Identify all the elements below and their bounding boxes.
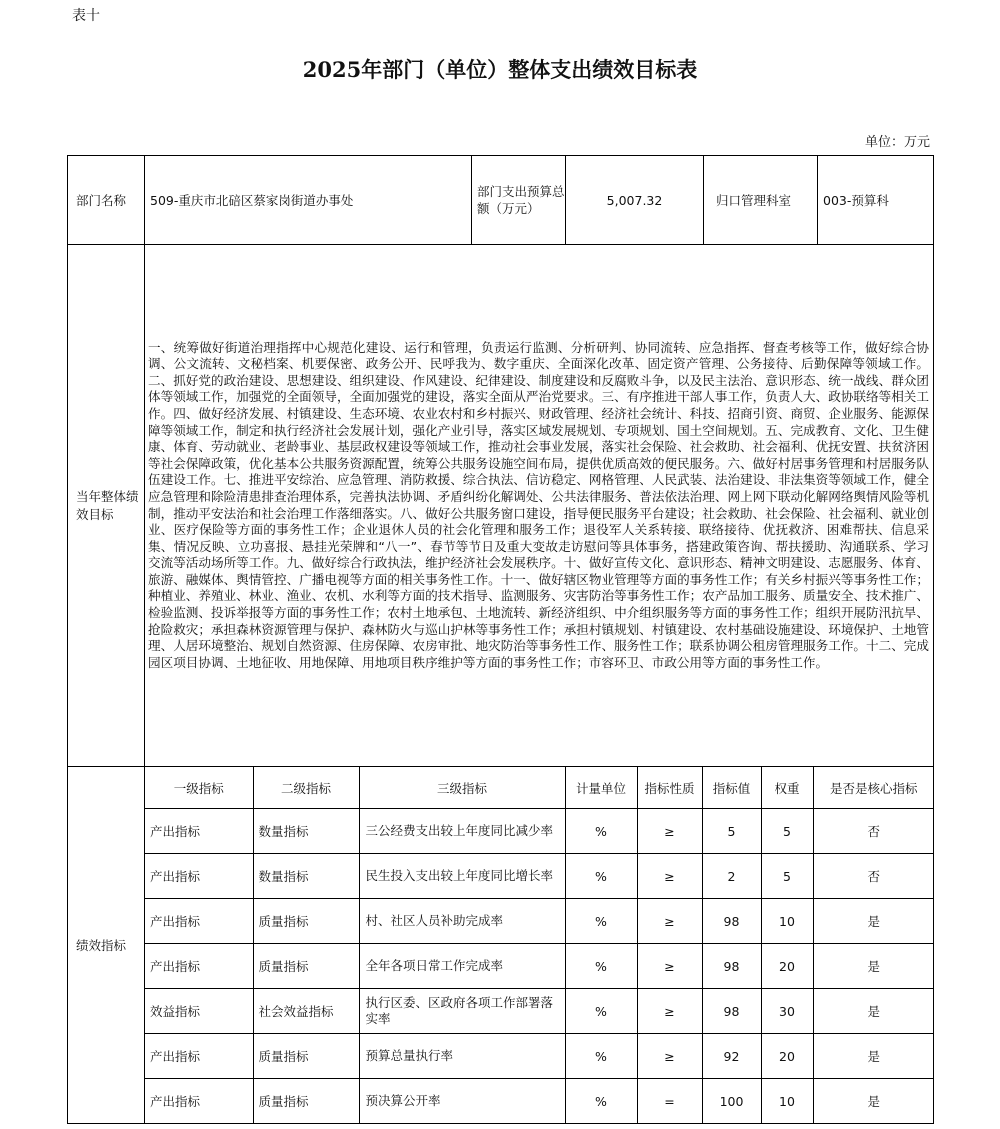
is-core-indicator: 是 [813, 989, 934, 1034]
indicator-nature: ≥ [637, 809, 702, 854]
header-row [68, 156, 934, 245]
kpi-header-cell: 指标值 [702, 767, 761, 809]
indicator-weight: 30 [761, 989, 813, 1034]
indicator-weight: 20 [761, 1034, 813, 1079]
dept-name-value: 509-重庆市北碚区蔡家岗街道办事处 [145, 156, 472, 245]
level3-indicator: 三公经费支出较上年度同比减少率 [359, 809, 565, 854]
performance-table [67, 155, 934, 1124]
kpi-header-cell: 三级指标 [359, 767, 565, 809]
indicator-nature: ≥ [637, 854, 702, 899]
indicator-value: 98 [702, 944, 761, 989]
is-core-indicator: 是 [813, 1079, 934, 1124]
level1-indicator: 产出指标 [145, 1079, 253, 1124]
kpi-wrap [145, 767, 934, 1124]
is-core-indicator: 是 [813, 899, 934, 944]
level2-indicator: 质量指标 [253, 944, 359, 989]
level3-indicator: 预决算公开率 [359, 1079, 565, 1124]
goal-row [68, 245, 934, 767]
indicator-nature: ≥ [637, 1034, 702, 1079]
indicator-nature: ≥ [637, 989, 702, 1034]
kpi-row [145, 989, 934, 1034]
indicator-value: 98 [702, 899, 761, 944]
level2-indicator: 质量指标 [253, 1034, 359, 1079]
level3-indicator: 全年各项日常工作完成率 [359, 944, 565, 989]
indicator-nature: ≥ [637, 944, 702, 989]
kpi-header-cell: 权重 [761, 767, 813, 809]
kpi-row [145, 1079, 934, 1124]
kpi-header-cell: 指标性质 [637, 767, 702, 809]
kpi-header-cell: 二级指标 [253, 767, 359, 809]
mgmt-value: 003-预算科 [818, 156, 934, 245]
indicator-value: 100 [702, 1079, 761, 1124]
indicator-weight: 10 [761, 1079, 813, 1124]
kpi-row [145, 1034, 934, 1079]
level3-indicator: 预算总量执行率 [359, 1034, 565, 1079]
goal-text: 一、统筹做好街道治理指挥中心规范化建设、运行和管理，负责运行监测、分析研判、协同流转、应急指挥、督查考核等工作，做好综合协调、公文流转、文秘档案、机要保密、政务公开、民呼我为、数字重庆、全面深化改革、固定资产管理、公务接待、后勤保障等领域工作。二、抓好党的政治建设、思想建设、组织建设、作风建设、纪律建设、制度建设和反腐败斗争，以及民主法治、意识形态、统一战线、群众团体等领域工作，加强党的全面领导，全面加强党的建设，落实全面从严治党要求。三、有序推进干部人事工作，负责人大、政协联络等相关工作。四、做好经济发展、村镇建设、生态环境、农业农村和乡村振兴、财政管理、经济社会统计、科技、招商引资、商贸、企业服务、能源保障等领域工作，制定和执行经济社会发展计划，强化产业引导，落实区域发展规划、专项规划、国土空间规划。五、完成教育、文化、卫生健康、体育、劳动就业、老龄事业、基层政权建设等领域工作，推动社会事业发展，落实社会保险、社会救助、社会福利、优抚安置、扶贫济困等社会保障政策，优化基本公共服务资源配置，统筹公共服务设施空间布局，提供优质高效的便民服务。六、做好村居事务管理和村居服务队伍建设工作。七、推进平安综治、应急管理、消防救援、综合执法、信访稳定、网格管理、人民武装、法治建设、非法集资等领域工作，健全应急管理和除险清患排查治理体系，完善执法协调、矛盾纠纷化解调处、公共法律服务、普法依法治理、网上网下联动化解网络舆情风险等机制，推动平安法治和社会治理工作落细落实。八、做好公共服务窗口建设，指导便民服务平台建设；社会救助、社会保险、社会福利、就业创业、医疗保险等方面的事务性工作；企业退休人员的社会化管理和服务工作；退役军人关系转接、联络接待、优抚救济、困难帮扶、信息采集、情况反映、立功喜报、悬挂光荣牌和“八一”、春节等节日及重大变故走访慰问等具体事务，搭建政策咨询、帮扶援助、沟通联系、学习交流等活动场所等工作。九、做好综合行政执法，维护经济社会发展秩序。十、做好宣传文化、意识形态、精神文明建设、志愿服务、体育、旅游、融媒体、舆情管控、广播电视等方面的相关事务性工作。十一、做好辖区物业管理等方面的事务性工作；有关乡村振兴等事务性工作；种植业、养殖业、林业、渔业、农机、水利等方面的技术指导、监测服务、灾害防治等事务性工作；农产品加工服务、质量安全、技术推广、检验监测、投诉举报等方面的事务性工作；农村土地承包、土地流转、新经济组织、中介组织服务等方面的事务性工作；组织开展防汛抗旱、抢险救灾；承担森林资源管理与保护、森林防火与巡山护林等事务性工作；承担村镇规划、村镇建设、农村基础设施建设、环境保护、土地管理、人居环境整治、规划自然资源、住房保障、农房审批、地灾防治等事务性工作、服务性工作；联系协调公租房管理服务工作。十二、完成园区项目协调、土地征收、用地保障、用地项目秩序维护等方面的事务性工作；市容环卫、市政公用等方面的事务性工作。 [148, 339, 929, 670]
kpi-row [145, 944, 934, 989]
kpi-table [145, 767, 934, 1123]
level1-indicator: 效益指标 [145, 989, 253, 1034]
kpi-label: 绩效指标 [68, 767, 145, 1124]
kpi-section [68, 767, 934, 1124]
budget-value: 5,007.32 [566, 156, 704, 245]
level3-indicator: 执行区委、区政府各项工作部署落实率 [359, 989, 565, 1034]
measure-unit: % [565, 989, 637, 1034]
indicator-value: 92 [702, 1034, 761, 1079]
measure-unit: % [565, 1079, 637, 1124]
measure-unit: % [565, 944, 637, 989]
table-number: 表十 [72, 8, 100, 24]
level3-indicator: 村、社区人员补助完成率 [359, 899, 565, 944]
mgmt-label: 归口管理科室 [704, 156, 818, 245]
level2-indicator: 社会效益指标 [253, 989, 359, 1034]
level2-indicator: 数量指标 [253, 809, 359, 854]
is-core-indicator: 否 [813, 854, 934, 899]
kpi-row [145, 809, 934, 854]
indicator-weight: 20 [761, 944, 813, 989]
level2-indicator: 质量指标 [253, 899, 359, 944]
level3-indicator: 民生投入支出较上年度同比增长率 [359, 854, 565, 899]
kpi-header-cell: 是否是核心指标 [813, 767, 934, 809]
indicator-weight: 10 [761, 899, 813, 944]
is-core-indicator: 是 [813, 944, 934, 989]
level1-indicator: 产出指标 [145, 854, 253, 899]
level1-indicator: 产出指标 [145, 1034, 253, 1079]
measure-unit: % [565, 854, 637, 899]
unit-label: 单位：万元 [864, 135, 930, 150]
dept-name-label: 部门名称 [68, 156, 145, 245]
indicator-value: 98 [702, 989, 761, 1034]
level2-indicator: 质量指标 [253, 1079, 359, 1124]
indicator-nature: = [637, 1079, 702, 1124]
measure-unit: % [565, 1034, 637, 1079]
indicator-value: 2 [702, 854, 761, 899]
kpi-header-row [145, 767, 934, 809]
is-core-indicator: 否 [813, 809, 934, 854]
goal-label: 当年整体绩效目标 [68, 245, 145, 767]
kpi-header-cell: 一级指标 [145, 767, 253, 809]
measure-unit: % [565, 809, 637, 854]
level1-indicator: 产出指标 [145, 809, 253, 854]
level1-indicator: 产出指标 [145, 899, 253, 944]
indicator-value: 5 [702, 809, 761, 854]
kpi-header-cell: 计量单位 [565, 767, 637, 809]
is-core-indicator: 是 [813, 1034, 934, 1079]
page-title: 2025年部门（单位）整体支出绩效目标表 [302, 57, 698, 82]
measure-unit: % [565, 899, 637, 944]
goal-cell [145, 245, 934, 767]
kpi-row [145, 854, 934, 899]
indicator-weight: 5 [761, 854, 813, 899]
level1-indicator: 产出指标 [145, 944, 253, 989]
budget-label: 部门支出预算总额（万元） [472, 156, 566, 245]
level2-indicator: 数量指标 [253, 854, 359, 899]
indicator-nature: ≥ [637, 899, 702, 944]
kpi-row [145, 899, 934, 944]
indicator-weight: 5 [761, 809, 813, 854]
